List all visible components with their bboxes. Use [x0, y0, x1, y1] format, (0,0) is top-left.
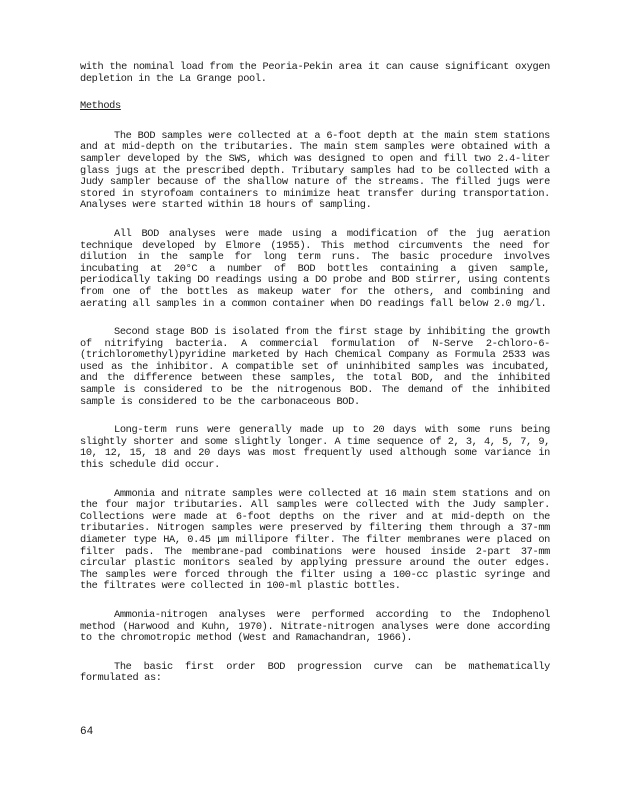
document-page [80, 62, 550, 685]
paragraph-bod-analyses: All BOD analyses were made using a modification of the jug aeration technique developed by Elmore (1955). This method circumvents the need for dilution in the sample for long term runs. The basic procedure involves incubating at 20°C a number of BOD bottles containing a given sample, periodically taking DO readings using a DO probe and BOD stirrer, using contents from one of the bottles as makeup water for the others, and combining and aerating all samples in a common container when DO readings fall below 2.0 mg/l. [80, 227, 550, 310]
paragraph-ammonia-nitrate-sampling: Ammonia and nitrate samples were collected at 16 main stem stations and on the four major tributaries. All samples were collected with the Judy sampler. Collections were made at 6-foot depths on the river and at mid-depth on the tributaries. Nitrogen samples were preserved by filtering them through a 37-mm diameter type HA, 0.45 μm millipore filter. The filter membranes were placed on filter pads. The membrane-pad combinations were housed inside 2-part 37-mm circular plastic monitors sealed by applying pressure around the outer edges. The samples were forced through the filter using a 100-cc plastic syringe and the filtrates were collected in 100-ml plastic bottles. [80, 487, 550, 593]
paragraph-second-stage-bod: Second stage BOD is isolated from the first stage by inhibiting the growth of nitrifying bacteria. A commercial formulation of N-Serve 2-chloro-6-(trichloromethyl)pyridine marketed by Hach Chemical Company as Formula 2533 was used as the inhibitor. A compatible set of uninhibited samples was incubated, and the difference between these samples, the total BOD, and the inhibited sample is considered to be the nitrogenous BOD. The demand of the inhibited sample is considered to be the carbonaceous BOD. [80, 326, 550, 408]
paragraph-nitrogen-analyses: Ammonia-nitrogen analyses were performed according to the Indophenol method (Harwood and Kuhn, 1970). Nitrate-nitrogen analyses were done according to the chromotropic method (West and Ramachandran, 1966). [80, 608, 550, 645]
section-heading: Methods [80, 100, 121, 113]
intro-paragraph: with the nominal load from the Peoria-Pekin area it can cause significant oxygen depletion in the La Grange pool. [80, 61, 550, 85]
paragraph-long-term-runs: Long-term runs were generally made up to 20 days with some runs being slightly shorter and some slightly longer. A time sequence of 2, 3, 4, 5, 7, 9, 10, 12, 15, 18 and 20 days was most frequently used although some variance in this schedule did occur. [80, 424, 550, 472]
paragraph-bod-progression: The basic first order BOD progression curve can be mathematically formulated as: [80, 660, 550, 685]
paragraph-bod-sampling: The BOD samples were collected at a 6-foot depth at the main stem stations and at mid-depth on the tributaries. The main stem samples were obtained with a sampler developed by the SWS, which was designed to open and fill two 2.4-liter glass jugs at the prescribed depth. Tributary samples had to be collected with a Judy sampler because of the shallow nature of the streams. The filled jugs were stored in styrofoam containers to minimize heat transfer during transportation. Analyses were started within 18 hours of sampling. [80, 129, 550, 212]
page-number: 64 [80, 726, 94, 738]
